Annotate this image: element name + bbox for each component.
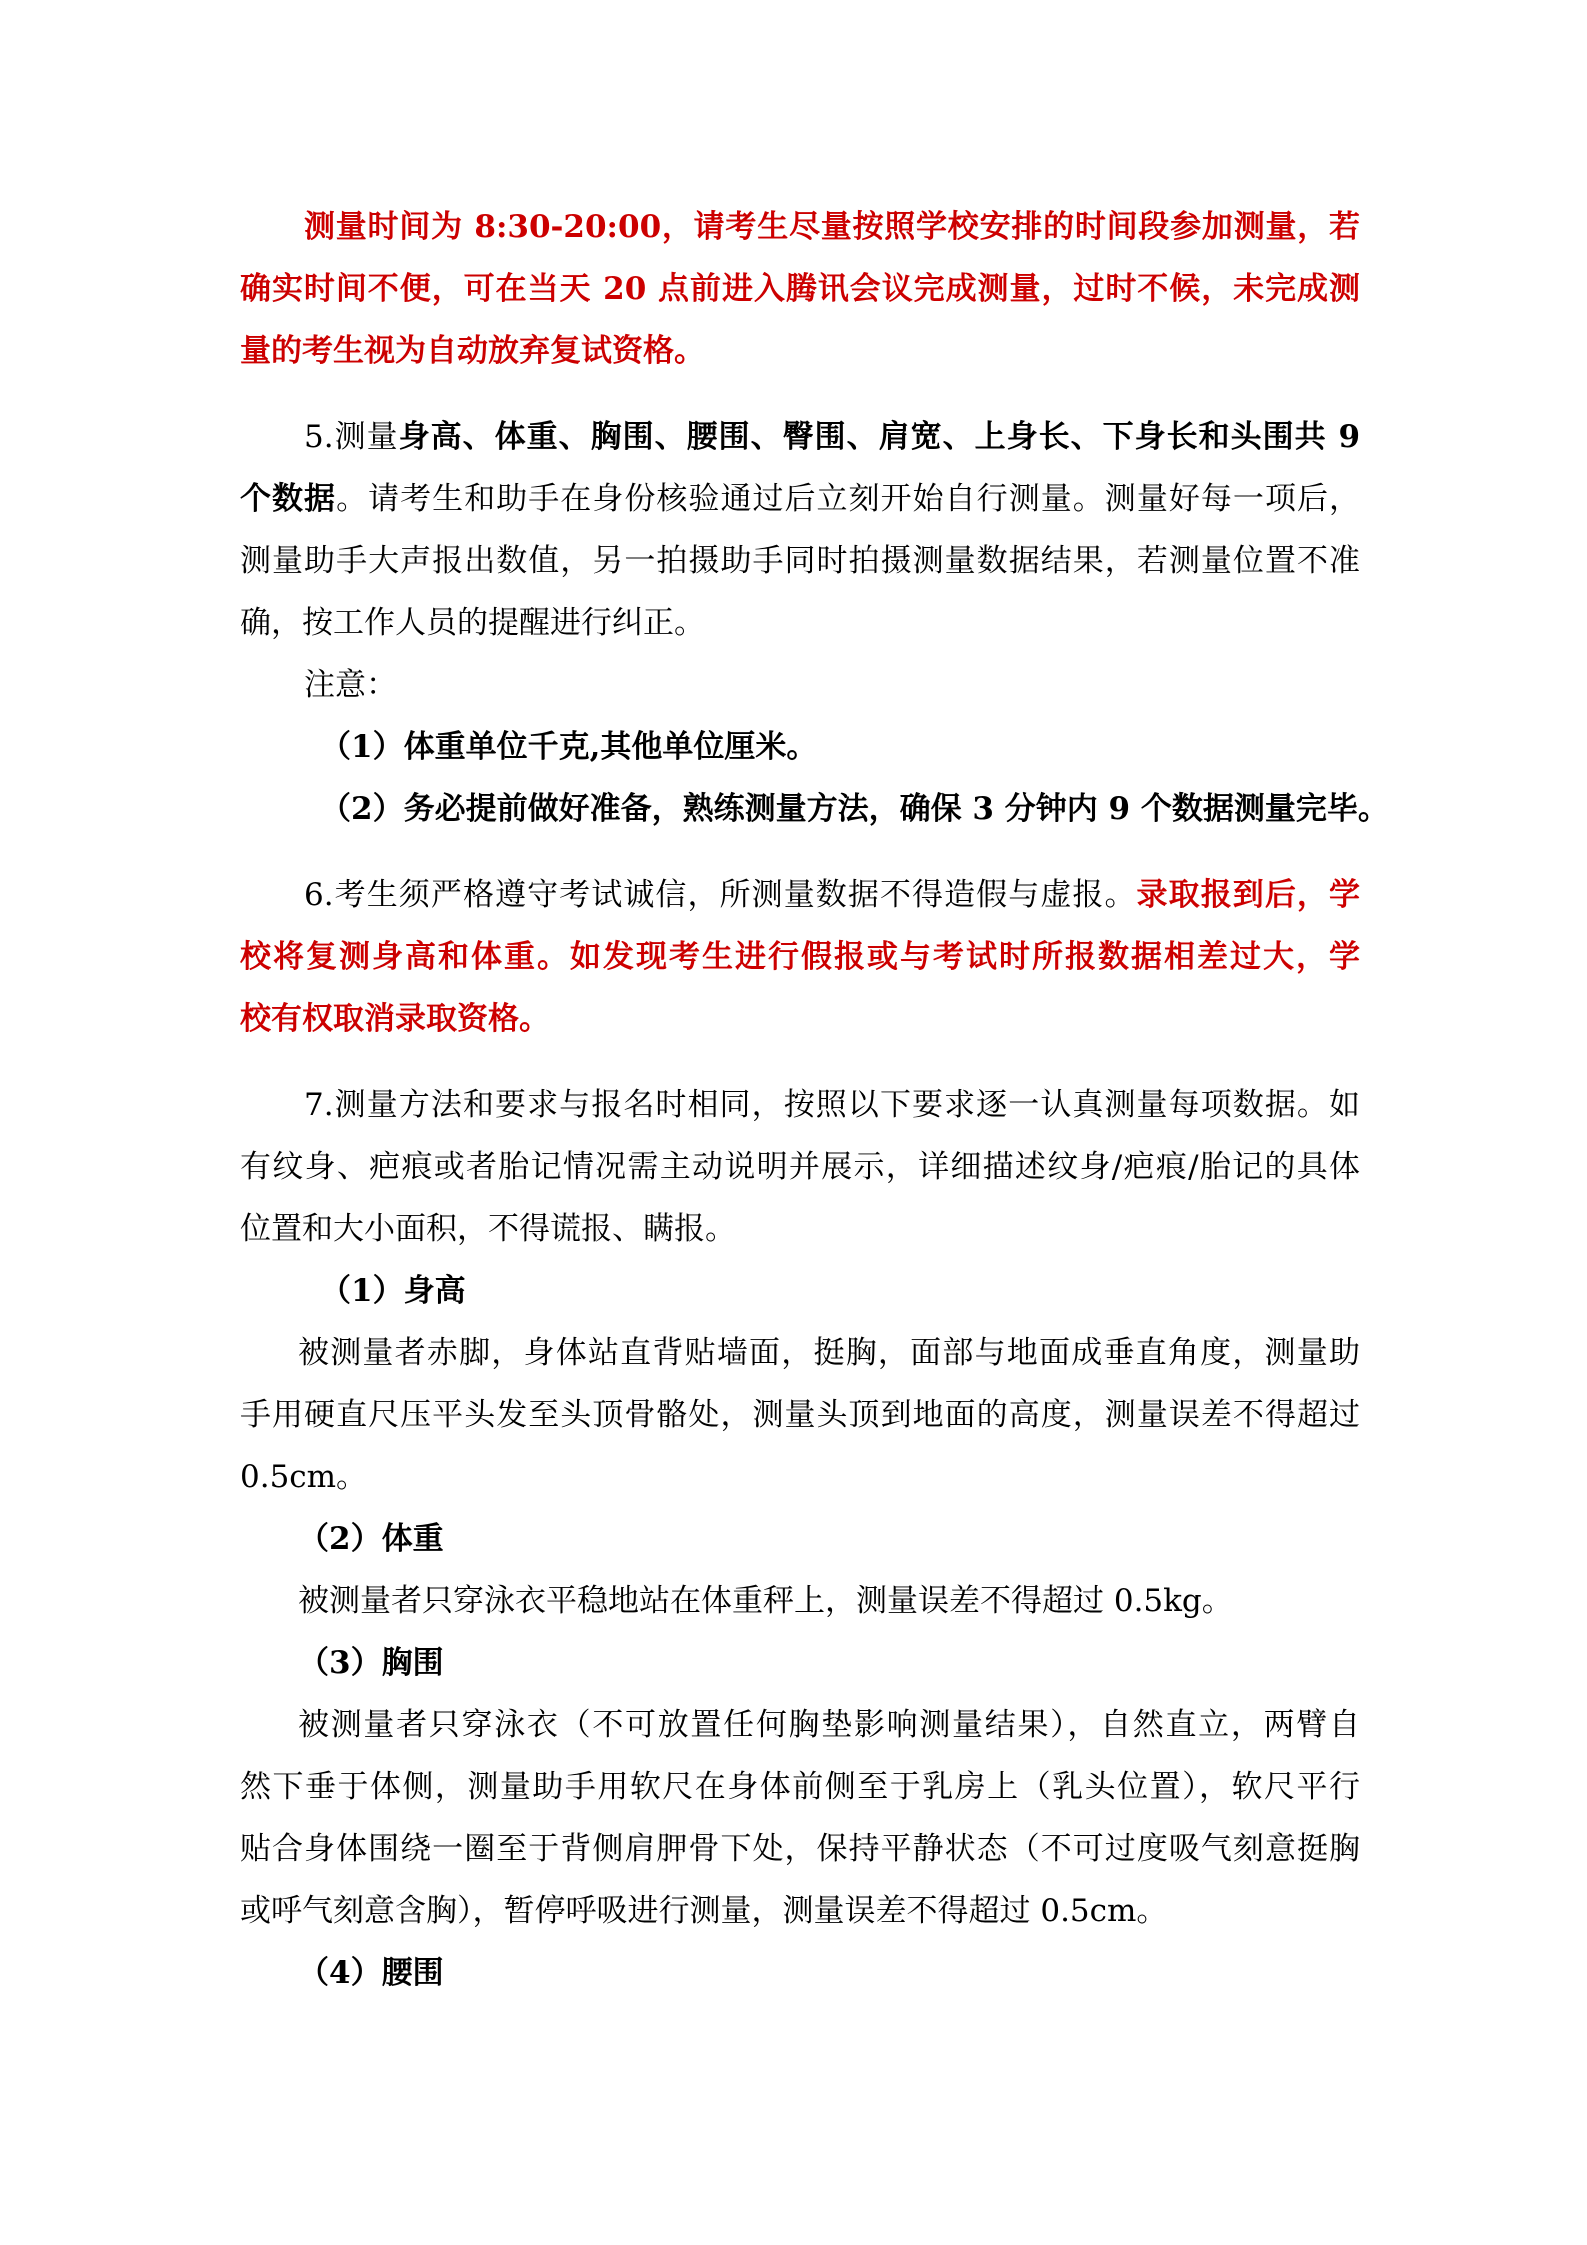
item6-line-3: 校有权取消录取资格。 xyxy=(240,1001,550,1037)
item5-instruction: 。请考生和助手在身份核验通过后立刻开始自行测量。测量好每一项后， xyxy=(336,481,1361,517)
height-line-2: 手用硬直尺压平头发至头顶骨骼处，测量头顶到地面的高度，测量误差不得超过 xyxy=(240,1397,1360,1433)
chest-line-3: 贴合身体围绕一圈至于背侧肩胛骨下处，保持平静状态（不可过度吸气刻意挺胸 xyxy=(240,1831,1360,1867)
chest-heading: （3）胸围 xyxy=(298,1645,444,1681)
height-line-1: 被测量者赤脚，身体站直背贴墙面，挺胸，面部与地面成垂直角度，测量助 xyxy=(298,1335,1360,1371)
height-line-3: 0.5cm。 xyxy=(240,1459,368,1495)
weight-line-1: 被测量者只穿泳衣平稳地站在体重秤上，测量误差不得超过 0.5kg。 xyxy=(298,1583,1233,1619)
item5-line-3: 测量助手大声报出数值，另一拍摄助手同时拍摄测量数据结果，若测量位置不准 xyxy=(240,543,1360,579)
note-label: 注意： xyxy=(304,667,397,703)
note-item-1: （1）体重单位千克,其他单位厘米。 xyxy=(320,729,818,765)
item6-integrity: 6.考生须严格遵守考试诚信，所测量数据不得造假与虚报。 xyxy=(304,877,1137,913)
item6-warning-start: 录取报到后，学 xyxy=(1136,877,1361,913)
item5-measures: 身高、体重、胸围、腰围、臀围、肩宽、上身长、下身长和头围共 9 xyxy=(398,419,1361,455)
item6-line-1 xyxy=(304,875,1360,915)
item5-line-1 xyxy=(304,417,1360,457)
item5-data-count: 个数据 xyxy=(240,481,337,517)
time-notice-line-2: 确实时间不便，可在当天 20 点前进入腾讯会议完成测量，过时不候，未完成测 xyxy=(240,271,1360,307)
chest-line-2: 然下垂于体侧，测量助手用软尺在身体前侧至于乳房上（乳头位置），软尺平行 xyxy=(240,1769,1360,1805)
item6-line-2: 校将复测身高和体重。如发现考生进行假报或与考试时所报数据相差过大，学 xyxy=(240,939,1360,975)
item7-line-1: 7.测量方法和要求与报名时相同，按照以下要求逐一认真测量每项数据。如 xyxy=(304,1087,1360,1123)
weight-heading: （2）体重 xyxy=(298,1521,444,1557)
item7-line-2: 有纹身、疤痕或者胎记情况需主动说明并展示，详细描述纹身/疤痕/胎记的具体 xyxy=(240,1149,1360,1185)
time-notice-line-3: 量的考生视为自动放弃复试资格。 xyxy=(240,333,705,369)
chest-line-4: 或呼气刻意含胸），暂停呼吸进行测量，测量误差不得超过 0.5cm。 xyxy=(240,1893,1168,1929)
chest-line-1: 被测量者只穿泳衣（不可放置任何胸垫影响测量结果），自然直立，两臂自 xyxy=(298,1707,1360,1743)
time-notice-line-1: 测量时间为 8:30-20:00，请考生尽量按照学校安排的时间段参加测量，若 xyxy=(304,209,1360,245)
item5-line-4: 确，按工作人员的提醒进行纠正。 xyxy=(240,605,705,641)
note-item-2: （2）务必提前做好准备，熟练测量方法，确保 3 分钟内 9 个数据测量完毕。 xyxy=(320,791,1389,827)
waist-heading: （4）腰围 xyxy=(298,1955,444,1991)
item5-prefix: 5.测量 xyxy=(304,419,399,455)
item5-line-2 xyxy=(240,479,1360,519)
item7-line-3: 位置和大小面积，不得谎报、瞒报。 xyxy=(240,1211,736,1247)
height-heading: （1）身高 xyxy=(320,1273,466,1309)
